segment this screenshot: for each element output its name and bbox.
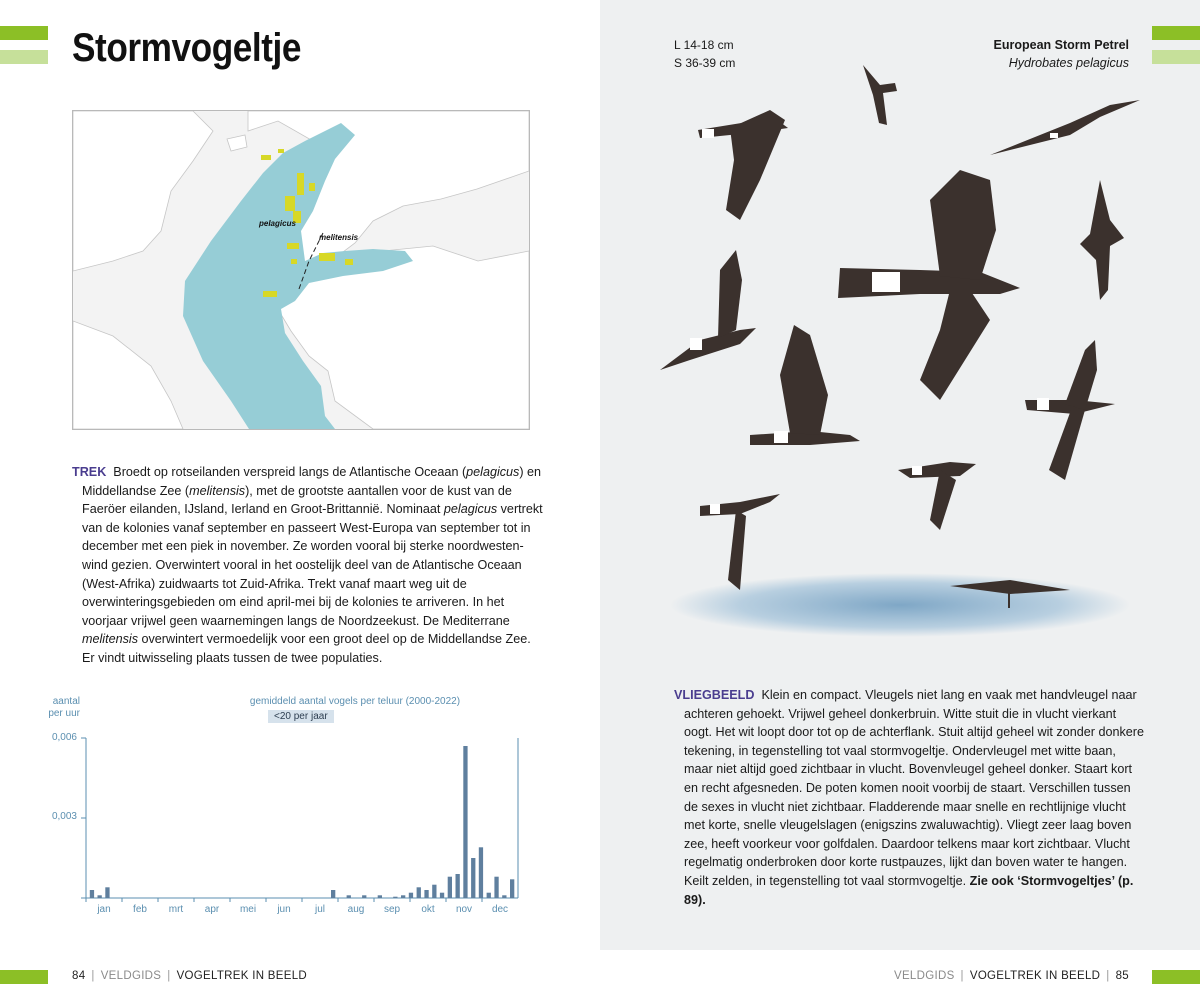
chart-xtick-label: feb [133,904,147,915]
petrel-left-mid [660,250,756,370]
vliegbeeld-paragraph [674,686,1146,909]
wingspan: S 36-39 cm [674,56,736,70]
petrel-left-lower [700,494,780,590]
chart-bar [362,895,366,898]
chart-bar [393,897,397,898]
length: L 14-18 cm [674,38,734,52]
chart-ytick: 0,003 [51,811,77,822]
trek-text: ) en Middellandse Zee ( [82,465,542,498]
chart-bar [456,874,460,898]
accent-bar [0,970,48,984]
footer-left: 84 | VELDGIDS | VOGELTREK IN BEELD [72,970,308,982]
chart-bar [378,895,382,898]
petrel-small-center [898,462,976,530]
chart-bar [432,885,436,898]
petrel-top-right [990,100,1140,155]
footer-right: VELDGIDS | VOGELTREK IN BEELD | 85 [893,970,1129,982]
chart-xtick-label: sep [383,904,401,915]
trek-text: Broedt op rotseilanden verspreid langs de Atlantische Oceaan ( [113,465,467,479]
accent-bar [1152,26,1200,40]
taxon-name: melitensis [189,483,246,498]
petrel-right-narrow [1080,180,1124,300]
chart-bar [417,887,421,898]
chart-ytick: 0,006 [51,732,77,743]
footer-chapter: VOGELTREK IN BEELD [176,970,308,982]
map-label-pelagicus: pelagicus [259,219,296,228]
petrel-top-small [863,65,897,125]
chart-bar [448,877,452,898]
scientific-name: Hydrobates pelagicus [1008,56,1129,70]
chart-ylabel-line1: aantal [52,696,80,707]
petrel-right-lower [1025,340,1115,480]
petrel-top-left [698,110,788,220]
accent-bar [1152,970,1200,984]
trek-paragraph [72,463,544,668]
chart-bar [331,890,335,898]
footer-section: VELDGIDS [893,970,955,982]
chart-bar [479,847,483,898]
trek-text: vertrekt van de kolonies vanaf september en passeert West-Europa van september tot in december met een piek in november. Ze worden vooral bij sterke noordwesten- wind gezien. Overwintert vooral in het oostelijk deel van de Atlantische Oceaan (West-Afrika) zuidwaarts tot Zuid-Afrika. Trekt vanaf maart weg uit de overwinteringsgebieden om eind april-mei bij de kolonies te arriveren. In het voorjaar vrijwel geen waarnemingen langs de Noordzeekust. De Mediterrane [82,502,543,628]
storm-petrel-figures [660,65,1140,608]
chart-bar [487,893,491,898]
taxon-name: pelagicus [466,465,520,479]
chart-bar [401,895,405,898]
chart-plot [40,690,580,904]
petrel-center-large [838,170,1020,400]
footer-section: VELDGIDS [100,970,162,982]
chart-title: gemiddeld aantal vogels per teluur (2000-2022) [249,696,461,707]
chart-xtick-label: mei [239,904,257,915]
taxon-name: melitensis [82,632,138,647]
trek-lead: TREK [72,465,107,479]
chart-xtick-label: jul [314,904,325,915]
see-also-link[interactable]: Zie ook ‘Stormvogeltjes’ (p. 89). [684,873,1134,907]
chart-badge: <20 per jaar [268,710,334,723]
bird-illustrations [600,40,1200,670]
map-label-melitensis: melitensis [319,233,359,242]
chart-xtick-label: aug [347,904,365,915]
chart-bar [502,895,506,898]
chart-bar [510,879,514,898]
page-number: 85 [1115,970,1129,982]
chart-bar [409,893,413,898]
migration-chart [40,690,580,920]
footer-chapter: VOGELTREK IN BEELD [969,970,1101,982]
chart-bar [494,877,498,898]
accent-bar [0,26,48,40]
vliegbeeld-body: Klein en compact. Vleugels niet lang en vaak met handvleugel naar achteren gehoekt. Vrijwel geheel donkerbruin. Witte stuit die in vlucht vierkant oogt. Het wit loopt door tot op de achterflank. Stuit altijd geheel wit zonder donkere tekening, in tegenstelling tot vaal stormvogeltje. Ondervleugel met witte baan, maar niet altijd goed zichtbaar in vlucht. Bovenvleugel geheel donker. Staart kort en recht afgesneden. De poten komen nooit voorbij de staart. Verschillen tussen de sexes in vlucht niet zichtbaar. Fladderende maar snelle en rechtlijnige vlucht met korte, snelle vleugelslagen (enigszins zwaluwachtig). Vliegt zeer laag boven zee, heeft voorkeur voor golfdalen. Daardoor telkens maar kort zichtbaar. Vlucht regelmatig onderbroken door korte rustpauzes, lijkt dan boven water te hangen. Keilt zelden, in tegenstelling tot vaal stormvogeltje. [684,688,1144,888]
taxon-name: pelagicus [443,502,498,517]
chart-bar [440,893,444,898]
chart-bar [424,890,428,898]
chart-xtick-label: nov [455,904,473,915]
range-map [72,110,530,430]
chart-bar [471,858,475,898]
trek-text: ), met de grootste aantallen voor de kust van de Faeröer eilanden, IJsland, Ierland en Groot-Brittannië. Nominaat [82,483,512,517]
chart-xtick-label: mrt [168,904,184,915]
chart-xtick-label: jan [97,904,111,915]
chart-xtick-label: okt [421,904,435,915]
page-number: 84 [72,970,86,982]
vliegbeeld-lead: VLIEGBEELD [674,688,755,702]
chart-xtick-label: jun [277,904,291,915]
chart-bar [105,887,109,898]
chart-bar [98,895,102,898]
chart-xtick-label: apr [204,904,220,915]
chart-bar [347,895,351,898]
range-map-drawing [73,111,529,429]
chart-bar [463,746,467,898]
accent-bar [0,50,48,64]
page-title: Stormvogeltje [72,26,301,70]
chart-ylabel-line2: per uur [48,708,80,719]
trek-body [82,465,543,665]
english-name: European Storm Petrel [993,38,1129,52]
chart-bar [90,890,94,898]
chart-xtick-label: dec [491,904,509,915]
trek-text: overwintert vermoedelijk voor een groot deel op de Middellandse Zee. Er vindt uitwisseling plaats tussen de twee populaties. [82,632,531,665]
petrel-center-lower [750,325,860,445]
